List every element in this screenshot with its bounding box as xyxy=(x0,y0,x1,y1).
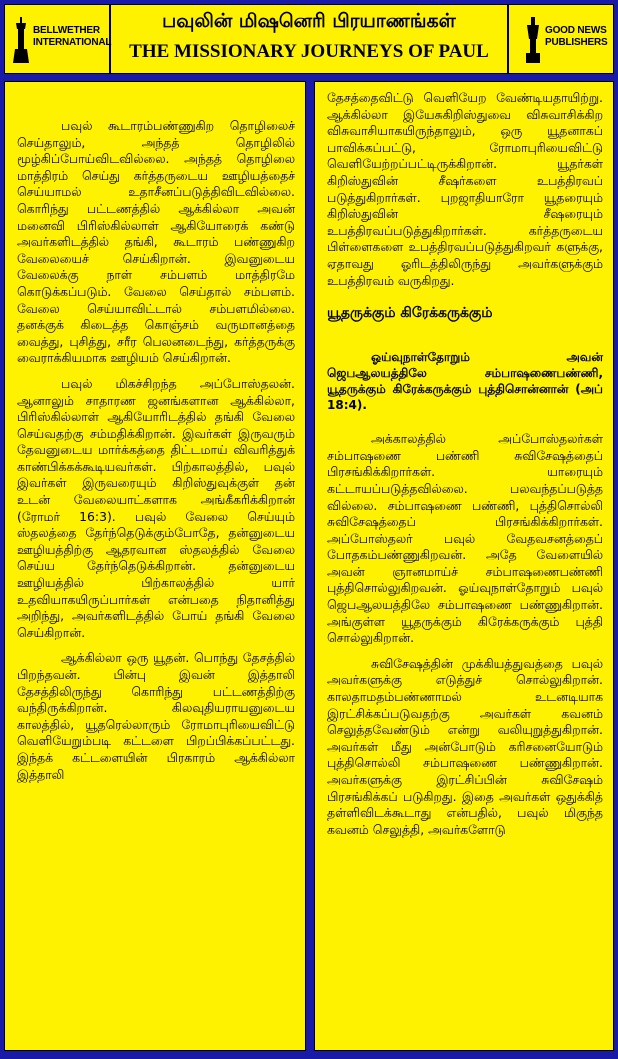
bellwether-logo xyxy=(9,11,112,69)
logo-right-line2: PUBLISHERS xyxy=(545,37,608,48)
title-tamil: பவுலின் மிஷனெரி பிரயாணங்கள் xyxy=(162,10,456,32)
paragraph: அக்காலத்தில் அப்போஸ்தலர்கள் சம்பாஷணை பண்ணி சுவிசேஷத்தைப் பிரசங்கிக்கிறார்கள். யாரையும் கட்டாயப்படுத்தவில்லை. பலவந்தப்படுத்த வில்லை. சம்பாஷணை பண்ணி, புத்திசொல்லி சுவிசேஷத்தைப் பிரசங்கிக்கிறார்கள். அப்போஸ்தலர் பவுல் வேதவசனத்தைப் போதகம்பண்ணுகிறவன். அதே வேளையில் அவன் ஞானமாய்ச் சம்பாஷணைபண்ணி புத்திசொல்லுகிறவன். ஓய்வுநாள்தோறும் பவுல் ஜெபஆலயத்திலே சம்பாஷணை பண்ணுகிறான். அங்குள்ள யூதருக்கும் கிரேக்கருக்கும் புத்தி சொல்லுகிறான். xyxy=(327,431,603,646)
title-english: THE MISSIONARY JOURNEYS OF PAUL xyxy=(129,41,489,62)
logo-left-line2: INTERNATIONAL xyxy=(33,37,112,48)
page-header xyxy=(4,4,614,74)
left-column xyxy=(4,81,306,1051)
bellwether-icon xyxy=(13,17,29,63)
title-box xyxy=(109,5,509,73)
logo-right-line1: GOOD NEWS xyxy=(545,25,607,36)
lamp-icon xyxy=(525,17,541,63)
right-column xyxy=(314,81,614,1051)
paragraph: சுவிசேஷத்தின் முக்கியத்துவத்தை பவுல் அவர்களுக்கு எடுத்துச் சொல்லுகிறான். காலதாமதம்பண்ணாமல் உடனடியாக இரட்சிக்கப்படுவதற்கு அவர்கள் கவனம் செலுத்தவேண்டும் என்று வலியுறுத்துகிறான். அவர்கள் மீது அன்போடும் கரிசனையோடும் புத்திசொல்லி சம்பாஷணை பண்ணுகிறான். அவர்களுக்கு இரட்சிப்பின் சுவிசேஷம் பிரசங்கிக்கப் படுகிறது. இதை அவர்கள் ஒதுக்கித் தள்ளிவிடக்கூடாது என்பதில், பவுல் மிகுந்த கவனம் செலுத்தி, அவர்களோடு xyxy=(327,655,603,837)
paragraph: ஆக்கில்லா ஒரு யூதன். பொந்து தேசத்தில் பிறந்தவன். பின்பு இவன் இத்தாலி தேசத்திலிருந்து கொரிந்து பட்டணத்திற்கு வந்திருக்கிறான். கிலவுதியராயனுடைய காலத்தில், யூதரெல்லாரும் ரோமாபுரியைவிட்டு வெளியேறும்படி கட்டளை பிறப்பிக்கப்பட்டது. இந்தக் கட்டளையின் பிரகாரம் ஆக்கில்லா இத்தாலி xyxy=(17,650,295,782)
good-news-publishers-logo xyxy=(521,11,609,69)
scripture-quote: ஓய்வுநாள்தோறும் அவன் ஜெபஆலயத்திலே சம்பாஷணைபண்ணி, யூதருக்கும் கிரேக்கருக்கும் புத்திசொன்னான் (அப் 18:4). xyxy=(327,350,603,413)
logo-left-line1: BELLWETHER xyxy=(33,25,100,36)
section-subheading: யூதருக்கும் கிரேக்கருக்கும் xyxy=(327,305,493,322)
paragraph: பவுல் கூடாரம்பண்ணுகிற தொழிலைச் செய்தாலும், அந்தத் தொழிலில் மூழ்கிப்போய்விடவில்லை. அந்தத் தொழிலை மாத்திரம் செய்து கர்த்தருடைய ஊழியத்தைச் செய்யாமல் உதாசீனப்படுத்திவிடவில்லை. கொரிந்து பட்டணத்தில் ஆக்கில்லா அவன் மனைவி பிரிஸ்கில்லாள் ஆகியோரைக் கண்டு அவர்களிடத்தில் தங்கி, கூடாரம் பண்ணுகிற வேலையைச் செய்கிறான். இவனுடைய வேலைக்கு நாள் சம்பளம் மாத்திரமே கொடுக்கப்படும். வேலை செய்தால் சம்பளம். வேலை செய்யாவிட்டால் சம்பளமில்லை. தனக்குக் கிடைத்த கொஞ்சம் வருமானத்தை வைத்து, புசித்து, சரீர பெலனடைந்து, கர்த்தருக்கு வைராக்கியமாக ஊழியம் செய்கிறான். xyxy=(17,118,295,366)
paragraph-continued: தேசத்தைவிட்டு வெளியேற வேண்டியதாயிற்று. ஆக்கில்லா இயேசுகிறிஸ்துவை விசுவாசிக்கிற விசுவாசியாகயிருந்தாலும், ஒரு யூதனாகப் பாவிக்கப்பட்டு, ரோமாபுரியைவிட்டு வெளியேற்றப்பட்டிருக்கிறான். யூதர்கள் கிறிஸ்துவின் சீஷர்களை உபத்திரவப் படுத்துகிறார்கள். புறஜாதியாரோ யூதரையும் கிறிஸ்துவின் சீஷரையும் உபத்திரவப்படுத்துகிறார்கள். கர்த்தருடைய பிள்ளைகளை உபத்திரவப்படுத்துகிறவர் களுக்கு, ஏதாவது ஓரிடத்திலிருந்து அவர்களுக்கும் உபத்திரவம் வருகிறது. xyxy=(327,90,603,288)
paragraph: பவுல் மிகச்சிறந்த அப்போஸ்தலன். ஆனாலும் சாதாரண ஜனங்களான ஆக்கில்லா, பிரிஸ்கில்லாள் ஆகியோரிடத்தில் தங்கி வேலை செய்வதற்கு சம்மதிக்கிறான். இவர்கள் இருவரும் தேவனுடைய மார்க்கத்தை திட்டமாய் விவரித்துக் காண்பிக்கக்கூடியவர்கள். பிற்காலத்தில், பவுல் இவர்கள் இருவரையும் கிறிஸ்துவுக்குள் தன் உடன் வேலையாட்களாக அங்கீகரிக்கிறான் (ரோமர் 16:3). பவுல் வேலை செய்யும் ஸ்தலத்தை தேர்ந்தெடுக்கும்போதே, தன்னுடைய ஊழியத்திற்கு ஆதரவான ஸ்தலத்தில் வேலை செய்ய தேர்ந்தெடுக்கிறான். தன்னுடைய ஊழியத்தில் பிற்காலத்தில் யார் உதவியாகயிருப்பார்கள் என்பதை நிதானித்து அறிந்து, அவர்களிடத்தில் போய் தங்கி வேலை செய்கிறான். xyxy=(17,375,295,640)
